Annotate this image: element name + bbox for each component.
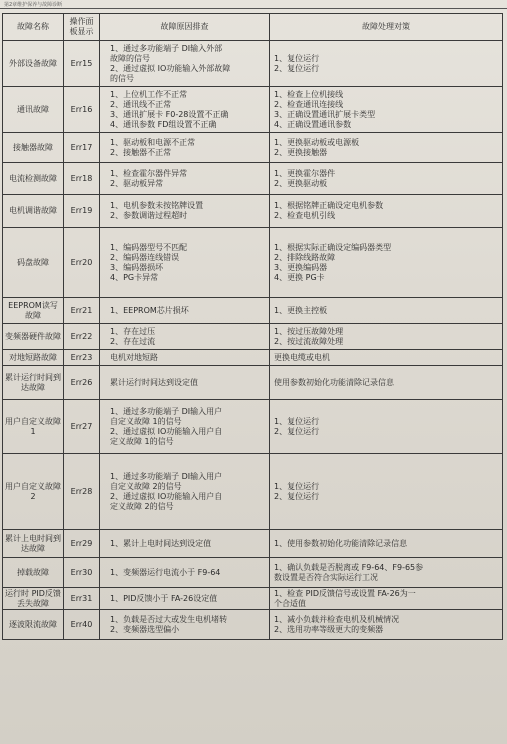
fault-cause-cell <box>100 366 270 400</box>
cause-line: 定义故障 2的信号 <box>110 501 174 511</box>
fault-action-cell <box>270 298 503 324</box>
fault-code-cell: Err22 <box>64 324 100 350</box>
cause-line: 2、变频器选型偏小 <box>110 624 180 634</box>
cause-line: 2、通过虚拟 IO功能输入外部故障 <box>110 63 231 73</box>
action-line: 个合适值 <box>274 598 306 608</box>
cause-line: 故障的信号 <box>110 53 150 63</box>
fault-action-cell <box>270 228 503 298</box>
action-line: 1、检查 PID反馈信号或设置 FA-26为一 <box>274 588 416 598</box>
fault-table <box>2 13 503 640</box>
fault-code-cell: Err29 <box>64 530 100 558</box>
action-line: 使用参数初始化功能清除记录信息 <box>274 377 394 387</box>
fault-name-cell: 逐波限流故障 <box>3 610 64 640</box>
action-line: 2、排除线路故障 <box>274 252 336 262</box>
fault-action-cell <box>270 610 503 640</box>
fault-cause-cell <box>100 530 270 558</box>
fault-code-cell: Err31 <box>64 588 100 610</box>
cause-line: 1、驱动板和电源不正常 <box>110 137 196 147</box>
fault-code-cell: Err23 <box>64 350 100 366</box>
fault-name-cell: 变频器硬件故障 <box>3 324 64 350</box>
fault-cause-cell <box>100 610 270 640</box>
action-line: 3、更换编码器 <box>274 262 328 272</box>
fault-name-cell: 外部设备故障 <box>3 41 64 87</box>
action-line: 2、复位运行 <box>274 491 320 501</box>
table-row <box>3 366 503 400</box>
table-row <box>3 530 503 558</box>
cause-line: 累计运行时间达到设定值 <box>110 377 198 387</box>
table-row <box>3 324 503 350</box>
cause-line: 4、通讯参数 FD组设置不正确 <box>110 119 217 129</box>
table-row <box>3 133 503 163</box>
cause-line: 1、通过多功能端子 DI输入外部 <box>110 43 223 53</box>
fault-code-cell: Err17 <box>64 133 100 163</box>
action-line: 1、更换霍尔器件 <box>274 168 336 178</box>
cause-line: 1、通过多功能端子 DI输入用户 <box>110 471 223 481</box>
fault-action-cell <box>270 41 503 87</box>
fault-action-cell <box>270 195 503 228</box>
fault-action-cell <box>270 324 503 350</box>
fault-cause-cell <box>100 454 270 530</box>
cause-line: 2、存在过流 <box>110 336 156 346</box>
fault-name-cell: 接触器故障 <box>3 133 64 163</box>
cause-line: 的信号 <box>110 73 134 83</box>
action-line: 1、复位运行 <box>274 481 320 491</box>
fault-cause-cell <box>100 324 270 350</box>
table-row <box>3 610 503 640</box>
fault-code-cell: Err20 <box>64 228 100 298</box>
action-line: 2、复位运行 <box>274 426 320 436</box>
fault-name-cell: 码盘故障 <box>3 228 64 298</box>
table-row <box>3 558 503 588</box>
fault-name-cell: 用户自定义故障 2 <box>3 454 64 530</box>
action-line: 2、更换接触器 <box>274 147 328 157</box>
action-line: 1、复位运行 <box>274 416 320 426</box>
cause-line: 3、编码器损坏 <box>110 262 164 272</box>
fault-code-cell: Err30 <box>64 558 100 588</box>
fault-cause-cell <box>100 195 270 228</box>
header-action: 故障处理对策 <box>270 14 503 41</box>
action-line: 2、检查通讯连接线 <box>274 99 344 109</box>
fault-action-cell <box>270 163 503 195</box>
fault-code-cell: Err26 <box>64 366 100 400</box>
fault-name-cell: EEPROM读写故障 <box>3 298 64 324</box>
action-line: 1、按过压故障处理 <box>274 326 344 336</box>
fault-name-cell: 累计运行时间到达故障 <box>3 366 64 400</box>
fault-cause-cell <box>100 41 270 87</box>
cause-line: 1、通过多功能端子 DI输入用户 <box>110 406 223 416</box>
cause-line: 1、电机参数未按铭牌设置 <box>110 201 204 210</box>
fault-name-cell: 电机调谐故障 <box>3 195 64 228</box>
fault-cause-cell <box>100 588 270 610</box>
cause-line: 1、累计上电时间达到设定值 <box>110 538 212 548</box>
cause-line: 4、PG卡异常 <box>110 272 159 282</box>
cause-line: 3、通讯扩展卡 F0-28设置不正确 <box>110 109 229 119</box>
action-line: 4、正确设置通讯参数 <box>274 119 352 129</box>
fault-code-cell: Err40 <box>64 610 100 640</box>
fault-cause-cell <box>100 350 270 366</box>
action-line: 1、使用参数初始化功能清除记录信息 <box>274 538 408 548</box>
header-rule <box>0 8 507 9</box>
action-line: 1、确认负载是否脱离或 F9-64、F9-65参 <box>274 562 424 572</box>
action-line: 1、更换驱动板或电源板 <box>274 137 360 147</box>
action-line: 1、根据实际正确设定编码器类型 <box>274 242 392 252</box>
action-line: 2、复位运行 <box>274 63 320 73</box>
fault-cause-cell <box>100 228 270 298</box>
header-cause: 故障原因排查 <box>100 14 270 41</box>
fault-action-cell <box>270 530 503 558</box>
fault-code-cell: Err15 <box>64 41 100 87</box>
fault-name-cell: 掉载故障 <box>3 558 64 588</box>
cause-line: 1、变频器运行电流小于 F9-64 <box>110 567 221 577</box>
fault-cause-cell <box>100 558 270 588</box>
header-panel-display: 操作面板显示 <box>64 14 100 41</box>
fault-name-cell: 电流检测故障 <box>3 163 64 195</box>
fault-code-cell: Err28 <box>64 454 100 530</box>
fault-name-cell: 通讯故障 <box>3 87 64 133</box>
fault-name-cell: 对地短路故障 <box>3 350 64 366</box>
fault-name-cell: 运行时 PID反馈丢失故障 <box>3 588 64 610</box>
fault-action-cell <box>270 588 503 610</box>
cause-line: 自定义故障 1的信号 <box>110 416 182 426</box>
action-line: 4、更换 PG卡 <box>274 272 325 282</box>
cause-line: 1、PID反馈小于 FA-26设定值 <box>110 593 218 603</box>
fault-action-cell <box>270 133 503 163</box>
cause-line: 2、驱动板异常 <box>110 178 164 188</box>
fault-code-cell: Err21 <box>64 298 100 324</box>
fault-code-cell: Err27 <box>64 400 100 454</box>
fault-cause-cell <box>100 298 270 324</box>
fault-name-cell: 用户自定义故障 1 <box>3 400 64 454</box>
cause-line: 2、通讯线不正常 <box>110 99 172 109</box>
fault-name-cell: 累计上电时间到达故障 <box>3 530 64 558</box>
cause-line: 1、检查霍尔器件异常 <box>110 168 188 178</box>
action-line: 更换电缆或电机 <box>274 352 330 362</box>
action-line: 数设置是否符合实际运行工况 <box>274 572 378 582</box>
fault-action-cell <box>270 87 503 133</box>
cause-line: 2、编码器连线错误 <box>110 252 180 262</box>
action-line: 2、更换驱动板 <box>274 178 328 188</box>
table-row <box>3 163 503 195</box>
fault-code-cell: Err18 <box>64 163 100 195</box>
cause-line: 1、存在过压 <box>110 326 156 336</box>
fault-action-cell <box>270 400 503 454</box>
fault-action-cell <box>270 454 503 530</box>
cause-line: 自定义故障 2的信号 <box>110 481 182 491</box>
fault-cause-cell <box>100 400 270 454</box>
cause-line: 2、通过虚拟 IO功能输入用户自 <box>110 491 223 501</box>
table-row <box>3 87 503 133</box>
cause-line: 2、接触器不正常 <box>110 147 172 157</box>
fault-action-cell <box>270 366 503 400</box>
action-line: 1、根据铭牌正确设定电机参数 <box>274 201 384 210</box>
action-line: 3、正确设置通讯扩展卡类型 <box>274 109 376 119</box>
cause-line: 电机对地短路 <box>110 352 158 362</box>
action-line: 1、更换主控板 <box>274 305 328 315</box>
fault-cause-cell <box>100 87 270 133</box>
table-row <box>3 228 503 298</box>
fault-code-cell: Err19 <box>64 195 100 228</box>
header-fault-name: 故障名称 <box>3 14 64 41</box>
table-row <box>3 400 503 454</box>
running-header: 第2章维护保养与故障诊断 <box>4 2 63 8</box>
action-line: 1、复位运行 <box>274 53 320 63</box>
action-line: 2、按过流故障处理 <box>274 336 344 346</box>
action-line: 1、检查上位机接线 <box>274 89 344 99</box>
fault-cause-cell <box>100 163 270 195</box>
table-header-row <box>3 14 503 41</box>
action-line: 1、减小负载并检查电机及机械情况 <box>274 614 400 624</box>
action-line: 2、选用功率等级更大的变频器 <box>274 624 384 634</box>
table-row <box>3 350 503 366</box>
cause-line: 1、负载是否过大或发生电机堵转 <box>110 614 228 624</box>
cause-line: 1、编码器型号不匹配 <box>110 242 188 252</box>
table-row <box>3 454 503 530</box>
fault-cause-cell <box>100 133 270 163</box>
fault-action-cell <box>270 558 503 588</box>
cause-line: 2、通过虚拟 IO功能输入用户自 <box>110 426 223 436</box>
cause-line: 1、上位机工作不正常 <box>110 89 188 99</box>
table-row <box>3 195 503 228</box>
fault-code-cell: Err16 <box>64 87 100 133</box>
fault-action-cell <box>270 350 503 366</box>
table-row <box>3 41 503 87</box>
cause-line: 1、EEPROM芯片损坏 <box>110 305 189 315</box>
table-row <box>3 298 503 324</box>
cause-line: 2、参数调谐过程超时 <box>110 211 188 220</box>
action-line: 2、检查电机引线 <box>274 211 336 220</box>
cause-line: 定义故障 1的信号 <box>110 436 174 446</box>
table-row <box>3 588 503 610</box>
